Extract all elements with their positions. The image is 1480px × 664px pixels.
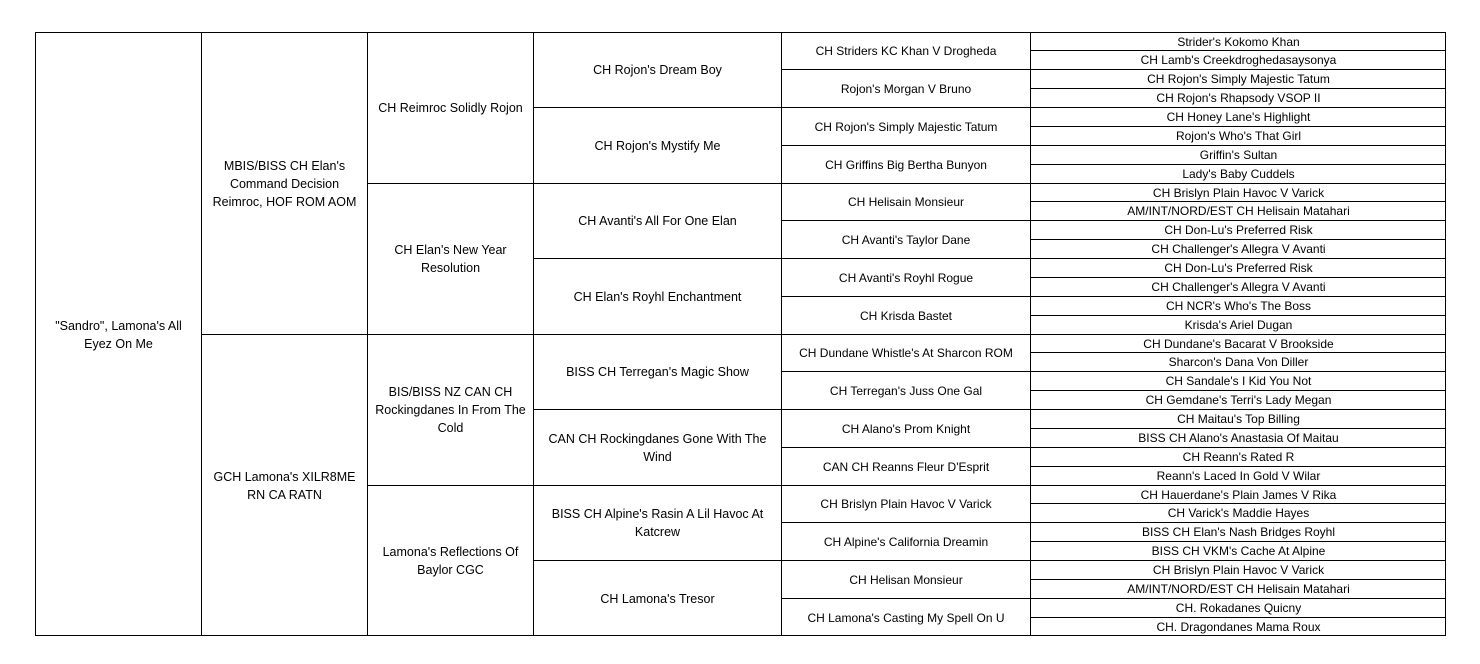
gen6-ancestor-name: CH NCR's Who's The Boss <box>1165 299 1312 313</box>
gen5-ancestor-cell <box>781 371 1030 409</box>
gen6-ancestor-cell <box>1030 296 1446 315</box>
gen6-ancestor-cell <box>1030 371 1446 390</box>
gen6-ancestor-cell <box>1030 409 1446 428</box>
gen6-ancestor-cell <box>1030 201 1446 220</box>
gen6-ancestor-name: CH Dundane's Bacarat V Brookside <box>1143 336 1334 351</box>
gen6-ancestor-cell <box>1030 541 1446 560</box>
gen6-ancestor-name: AM/INT/NORD/EST CH Helisain Matahari <box>1127 582 1350 596</box>
gen6-ancestor-name: Strider's Kokomo Khan <box>1177 34 1300 49</box>
gen6-ancestor-cell <box>1030 145 1446 164</box>
gen6-ancestor-cell <box>1030 522 1446 541</box>
grandparent-name: CH Reimroc Solidly Rojon <box>378 101 523 115</box>
gen6-ancestor-name: CH Rojon's Simply Majestic Tatum <box>1147 72 1330 86</box>
gen5-ancestor-cell <box>781 598 1030 636</box>
great-grandparent-cell <box>533 334 781 409</box>
gen5-ancestor-cell <box>781 409 1030 447</box>
gen6-ancestor-cell <box>1030 390 1446 409</box>
gen6-ancestor-name: CH Maitau's Top Billing <box>1177 412 1300 426</box>
gen6-ancestor-cell <box>1030 183 1446 201</box>
gen5-ancestor-name: CH Avanti's Royhl Rogue <box>838 270 974 285</box>
grandparent-cell <box>367 183 533 334</box>
grandparent-name: CH Elan's New Year Resolution <box>394 243 507 275</box>
gen6-ancestor-name: CH Brislyn Plain Havoc V Varick <box>1152 185 1325 200</box>
gen5-ancestor-cell <box>781 69 1030 107</box>
gen6-ancestor-name: Griffin's Sultan <box>1199 148 1278 162</box>
gen6-ancestor-name: CH Rojon's Rhapsody VSOP II <box>1156 91 1321 105</box>
gen5-ancestor-name: CH Rojon's Simply Majestic Tatum <box>814 119 998 134</box>
grandparent-cell <box>367 334 533 485</box>
gen5-ancestor-name: CH Brislyn Plain Havoc V Varick <box>820 497 992 511</box>
gen5-ancestor-cell <box>781 560 1030 598</box>
gen6-ancestor-cell <box>1030 277 1446 296</box>
gen5-ancestor-name: CH Alpine's California Dreamin <box>823 534 989 549</box>
gen6-ancestor-name: CH Honey Lane's Highlight <box>1166 110 1311 124</box>
gen6-ancestor-cell <box>1030 352 1446 371</box>
gen6-ancestor-name: CH Gemdane's Terri's Lady Megan <box>1145 393 1332 407</box>
great-grandparent-cell <box>533 107 781 183</box>
sire-cell <box>201 32 367 334</box>
gen6-ancestor-name: CH Varick's Maddie Hayes <box>1167 506 1310 520</box>
gen6-ancestor-cell <box>1030 598 1446 617</box>
gen5-ancestor-cell <box>781 447 1030 485</box>
gen6-ancestor-cell <box>1030 617 1446 636</box>
great-grandparent-cell <box>533 409 781 485</box>
gen5-ancestor-cell <box>781 107 1030 145</box>
gen5-ancestor-name: CH Striders KC Khan V Drogheda <box>815 44 997 58</box>
gen5-ancestor-name: CH Dundane Whistle's At Sharcon ROM <box>799 346 1013 360</box>
gen5-ancestor-name: CH Alano's Prom Knight <box>841 421 971 436</box>
gen6-ancestor-cell <box>1030 220 1446 239</box>
gen5-ancestor-cell <box>781 334 1030 371</box>
gen6-ancestor-name: Lady's Baby Cuddels <box>1182 167 1295 181</box>
gen6-ancestor-cell <box>1030 503 1446 522</box>
gen6-ancestor-name: Sharcon's Dana Von Diller <box>1168 355 1309 369</box>
great-grandparent-name: CH Lamona's Tresor <box>600 591 715 606</box>
gen5-ancestor-name: Rojon's Morgan V Bruno <box>840 81 972 96</box>
gen6-ancestor-cell <box>1030 88 1446 107</box>
gen6-ancestor-name: CH Brislyn Plain Havoc V Varick <box>1152 563 1325 577</box>
gen5-ancestor-cell <box>781 522 1030 560</box>
gen6-ancestor-cell <box>1030 69 1446 88</box>
grandparent-name: BIS/BISS NZ CAN CH Rockingdanes In From The Cold <box>375 385 526 435</box>
great-grandparent-cell <box>533 560 781 636</box>
dam-name: GCH Lamona's XILR8ME RN CA RATN <box>213 469 356 502</box>
gen6-ancestor-name: Krisda's Ariel Dugan <box>1184 318 1293 332</box>
gen5-ancestor-name: CH Helisan Monsieur <box>849 572 963 587</box>
gen6-ancestor-cell <box>1030 334 1446 352</box>
gen6-ancestor-cell <box>1030 466 1446 485</box>
gen6-ancestor-cell <box>1030 32 1446 50</box>
grandparent-cell <box>367 32 533 183</box>
gen6-ancestor-cell <box>1030 579 1446 598</box>
grandparent-name: Lamona's Reflections Of Baylor CGC <box>382 545 519 577</box>
gen5-ancestor-name: CH Lamona's Casting My Spell On U <box>807 610 1005 625</box>
gen6-ancestor-cell <box>1030 126 1446 145</box>
gen6-ancestor-cell <box>1030 560 1446 579</box>
great-grandparent-name: CH Rojon's Mystify Me <box>594 138 721 153</box>
gen6-ancestor-cell <box>1030 485 1446 503</box>
subject-dog-name: "Sandro", Lamona's All Eyez On Me <box>55 318 182 351</box>
gen5-ancestor-name: CH Krisda Bastet <box>859 308 953 323</box>
gen6-ancestor-cell <box>1030 315 1446 334</box>
gen6-ancestor-cell <box>1030 428 1446 447</box>
gen6-ancestor-name: Rojon's Who's That Girl <box>1175 129 1302 143</box>
gen6-ancestor-name: CH Challenger's Allegra V Avanti <box>1151 242 1326 256</box>
gen6-ancestor-name: CH Reann's Rated R <box>1182 450 1295 464</box>
gen6-ancestor-name: CH Don-Lu's Preferred Risk <box>1164 261 1313 275</box>
gen6-ancestor-cell <box>1030 447 1446 466</box>
great-grandparent-name: BISS CH Terregan's Magic Show <box>566 365 749 379</box>
great-grandparent-name: BISS CH Alpine's Rasin A Lil Havoc At Katcrew <box>551 507 764 539</box>
great-grandparent-name: CAN CH Rockingdanes Gone With The Wind <box>548 431 767 464</box>
gen6-ancestor-cell <box>1030 164 1446 183</box>
gen5-ancestor-name: CH Terregan's Juss One Gal <box>829 383 983 398</box>
gen6-ancestor-name: Reann's Laced In Gold V Wilar <box>1156 469 1321 483</box>
grandparent-cell <box>367 485 533 636</box>
gen6-ancestor-name: CH. Rokadanes Quicny <box>1175 601 1302 615</box>
gen6-ancestor-cell <box>1030 258 1446 277</box>
gen5-ancestor-name: CH Helisain Monsieur <box>847 195 965 209</box>
gen6-ancestor-name: CH Sandale's I Kid You Not <box>1165 374 1312 388</box>
gen5-ancestor-cell <box>781 258 1030 296</box>
sire-name: MBIS/BISS CH Elan's Command Decision Reimroc, HOF ROM AOM <box>212 158 357 209</box>
subject-dog-cell <box>35 32 201 636</box>
great-grandparent-cell <box>533 183 781 258</box>
gen6-ancestor-name: CH Hauerdane's Plain James V Rika <box>1140 487 1337 502</box>
great-grandparent-cell <box>533 258 781 334</box>
great-grandparent-cell <box>533 32 781 107</box>
gen5-ancestor-cell <box>781 145 1030 183</box>
gen5-ancestor-name: CAN CH Reanns Fleur D'Esprit <box>822 459 990 474</box>
gen5-ancestor-cell <box>781 220 1030 258</box>
gen6-ancestor-name: CH. Dragondanes Mama Roux <box>1156 620 1321 634</box>
great-grandparent-name: CH Rojon's Dream Boy <box>593 63 722 77</box>
gen5-ancestor-cell <box>781 183 1030 220</box>
gen5-ancestor-cell <box>781 32 1030 69</box>
great-grandparent-name: CH Elan's Royhl Enchantment <box>573 289 742 304</box>
gen5-ancestor-name: CH Avanti's Taylor Dane <box>841 232 971 247</box>
gen6-ancestor-name: BISS CH Alano's Anastasia Of Maitau <box>1138 431 1339 445</box>
gen5-ancestor-cell <box>781 296 1030 334</box>
gen6-ancestor-name: CH Challenger's Allegra V Avanti <box>1151 280 1326 294</box>
great-grandparent-name: CH Avanti's All For One Elan <box>578 214 737 228</box>
gen5-ancestor-name: CH Griffins Big Bertha Bunyon <box>825 157 987 172</box>
gen6-ancestor-name: CH Don-Lu's Preferred Risk <box>1164 223 1313 237</box>
gen6-ancestor-cell <box>1030 50 1446 69</box>
gen6-ancestor-name: AM/INT/NORD/EST CH Helisain Matahari <box>1127 204 1350 218</box>
gen6-ancestor-name: CH Lamb's Creekdroghedasaysonya <box>1140 53 1337 67</box>
dam-cell <box>201 334 367 636</box>
great-grandparent-cell <box>533 485 781 560</box>
gen6-ancestor-name: BISS CH VKM's Cache At Alpine <box>1151 544 1326 558</box>
gen6-ancestor-cell <box>1030 239 1446 258</box>
gen5-ancestor-cell <box>781 485 1030 522</box>
gen6-ancestor-cell <box>1030 107 1446 126</box>
gen6-ancestor-name: BISS CH Elan's Nash Bridges Royhl <box>1141 525 1336 539</box>
